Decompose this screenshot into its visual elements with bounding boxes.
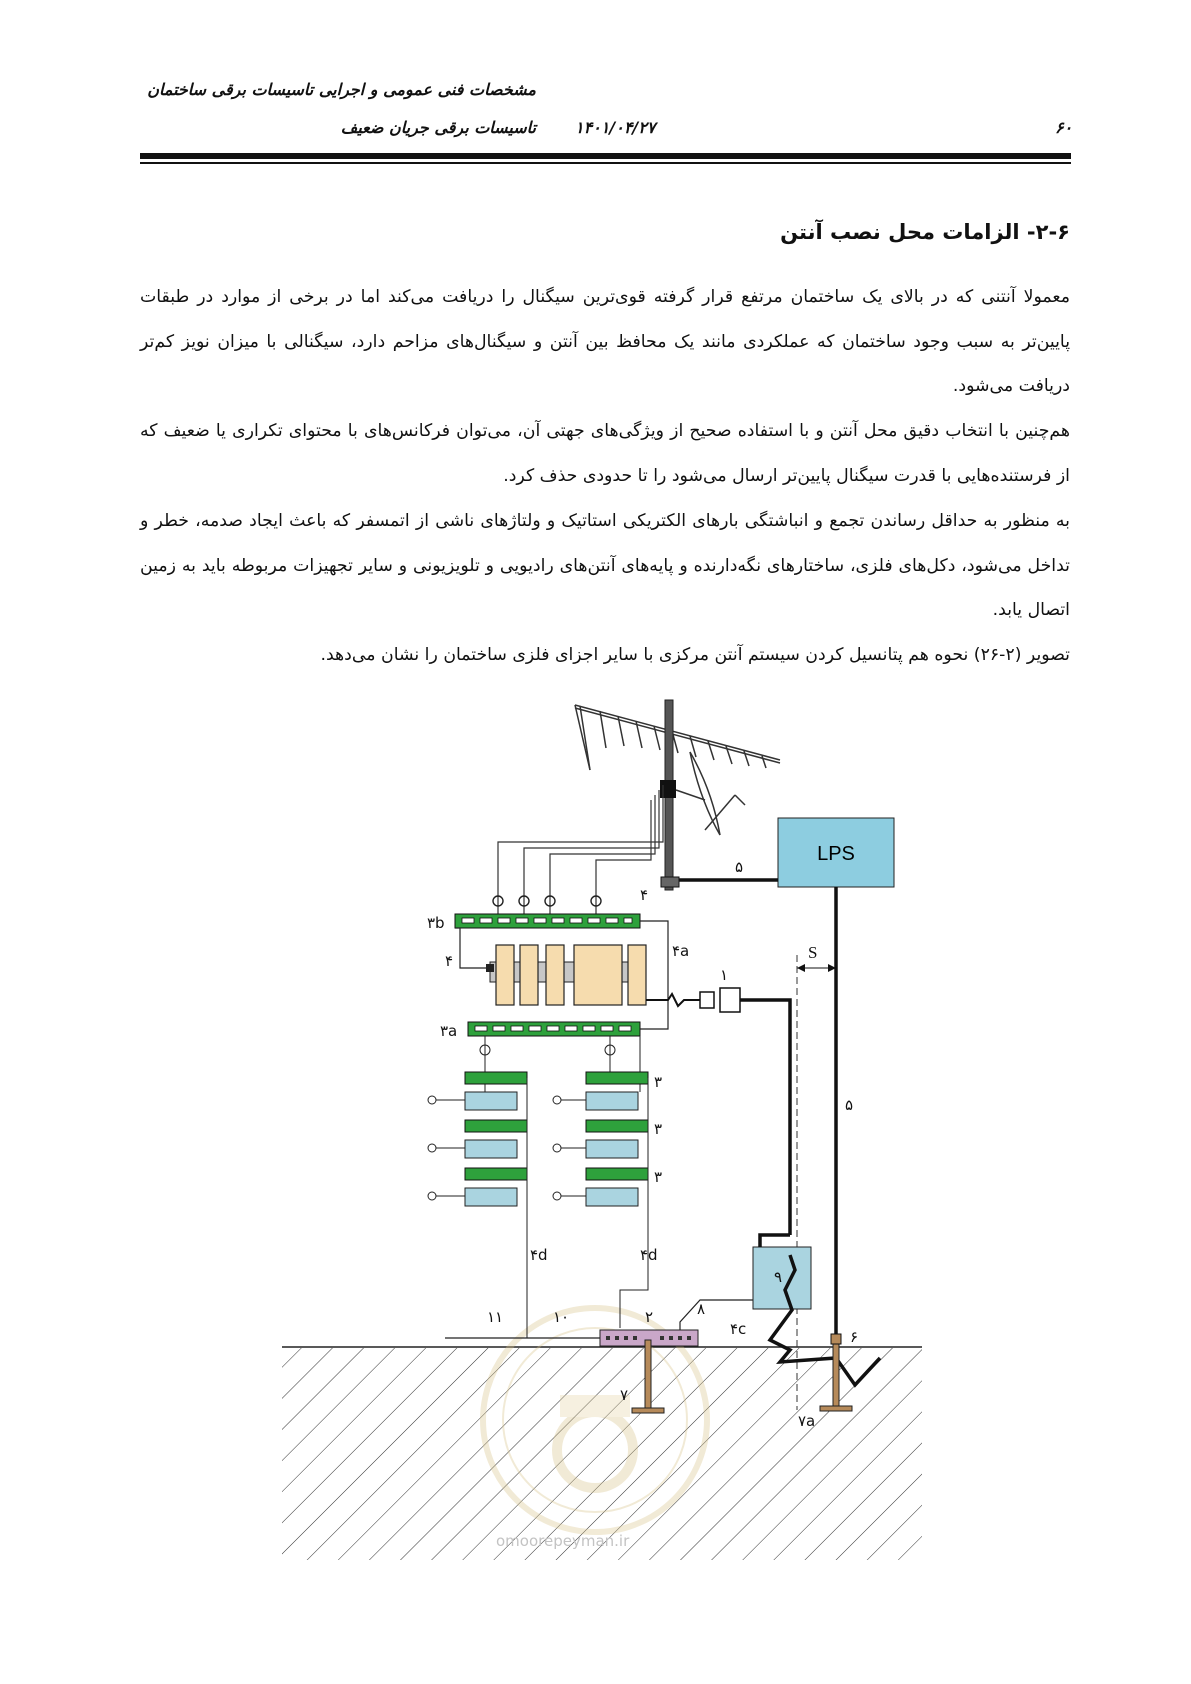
label-4-left: ۴ [445,952,454,970]
rack-ground-terminal [486,964,494,972]
power-plug [700,992,714,1008]
label-4d-1: ۴d [530,1246,548,1264]
lps-label: LPS [817,843,855,865]
label-1: ۱ [720,966,729,984]
label-7a: ۷a [798,1412,816,1430]
label-7: ۷ [620,1386,629,1404]
power-connection [646,994,700,1006]
label-9: ۹ [774,1268,783,1286]
cable-taps [493,896,601,906]
label-4-top: ۴ [640,886,649,904]
rack-ground-wire-4 [455,928,490,968]
paragraph-antenna-placement: هم‌چنین با انتخاب دقیق محل آنتن و با استفاده صحیح از ویژگی‌های جهتی آن، می‌توان فرکانس‌های با محتوای تکراری یا ضعیف که از فرستنده‌هایی با قدرت سیگنال پایین‌تر ارسال می‌شود را تا حدودی حذف کرد. [140,421,1070,486]
pe-conductor [740,1000,790,1235]
earth-rod-7 [645,1340,651,1410]
watermark-website: omoorepeyman.ir [496,1532,630,1550]
label-11: ۱۱ [487,1308,504,1326]
document-title: مشخصات فنی عمومی و اجرایی تاسیسات برقی ساختمان [147,80,536,99]
label-s: S [808,943,818,962]
tv-antenna [575,705,780,770]
earth-rod-7a [833,1342,839,1408]
label-3-3: ۳ [654,1168,663,1186]
paragraph-grounding-requirement: به منظور به حداقل رساندن تجمع و انباشتگی بارهای الکتریکی استاتیک و ولتاژهای ناشی از اتمسفر که باعث ایجاد صدمه، خطر و تداخل می‌شود، دکل‌های فلزی، ساختارهای نگه‌دارنده و پایه‌های آنتن‌های رادیویی و تلویزیونی و سایر تجهیزات مربوطه باید به زمین اتصال یابد. [140,511,1070,620]
section-name: تاسیسات برقی جریان ضعیف [340,118,536,137]
label-3b: ۳b [427,914,445,932]
label-5-top: ۵ [735,858,744,876]
paragraph-figure-reference: تصویر (۲-۲۶) نحوه هم پتانسیل کردن سیستم آنتن مرکزی با سایر اجزای فلزی ساختمان را نشان می‌دهد. [320,645,1070,665]
satellite-dish [676,752,745,835]
power-socket [720,988,740,1012]
label-2: ۲ [645,1308,654,1326]
section-heading: ۲-۶- الزامات محل نصب آنتن [780,220,1070,244]
earth-rod-7a-foot [820,1406,852,1411]
bus-bar-3a-slots [475,1026,631,1031]
label-3-2: ۳ [654,1120,663,1138]
earth-hatching [282,1348,922,1560]
mast-ground-clamp [661,877,679,887]
label-3-1: ۳ [654,1073,663,1091]
document-date: ۱۴۰۱/۰۴/۲۷ [575,118,656,137]
outlet-units-left [428,1072,527,1338]
label-8: ۸ [697,1300,706,1318]
label-5-right: ۵ [845,1096,854,1114]
paragraph-signal-reception: معمولا آنتنی که در بالای یک ساختمان مرتفع قرار گرفته قوی‌ترین سیگنال را دریافت می‌کند اما در برخی از موارد در طبقات پایین‌تر به سبب وجود ساختمان که عملکردی مانند یک محافظ بین آنتن و سیگنال‌های مزاحم دارد، سیگنالی با میزان نویز کم‌تر دریافت می‌شود. [140,287,1070,396]
page-number: ۶۰ [1055,118,1073,137]
label-6: ۶ [850,1328,859,1346]
box-9-to-pe [760,1235,790,1247]
outlet-units-right [553,1072,648,1328]
earth-rod-7-foot [632,1408,664,1413]
terminal-6 [831,1334,841,1344]
label-4d-2: ۴d [640,1246,658,1264]
label-4a: ۴a [672,942,690,960]
label-3a: ۳a [440,1022,458,1040]
label-4c: ۴c [730,1320,747,1338]
label-10: ۱۰ [553,1308,570,1326]
